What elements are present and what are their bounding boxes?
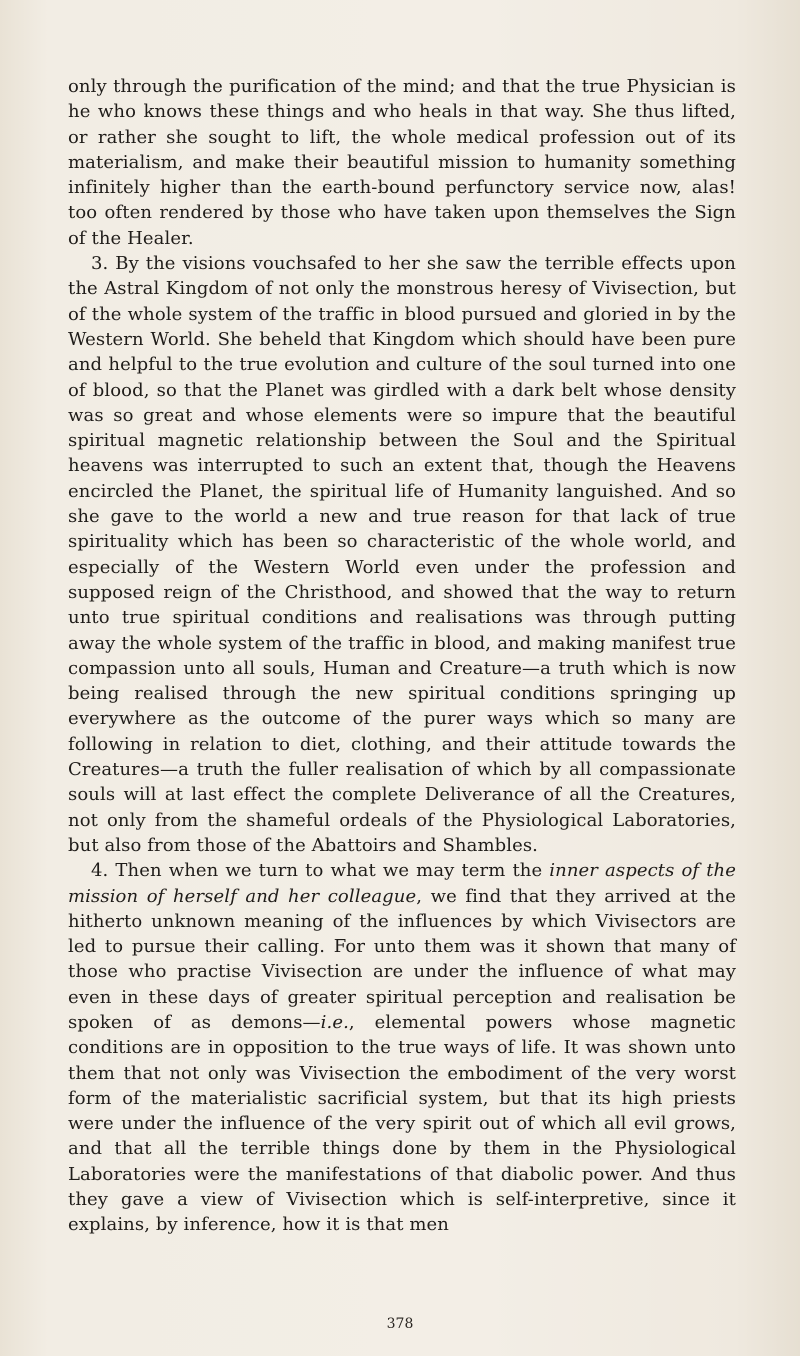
paragraph-3-tail: , elemental powers whose magnetic conditions are in opposition to the true ways of life. It was shown unto them that not only was Vivisection the embodiment of the very worst form of the materialistic sacrificial system, but that its high priests were under the influence of the very spirit out of which all evil grows, and that all the terrible things done by them in the Physiological Laboratories were the manifestations of that diabolic power. And thus they gave a view of Vivisection which is self-interpretive, since it explains, by inference, how it is that men bbox=[68, 1011, 736, 1236]
body-text bbox=[68, 74, 736, 1238]
paragraph-1: only through the purification of the mind; and that the true Physician is he who knows these things and who heals in that way. She thus lifted, or rather she sought to lift, the whole medical profession out of its materialism, and make their beautiful mission to humanity something infinitely higher than the earth-bound perfunctory service now, alas! too often rendered by those who have taken upon themselves the Sign of the Healer. bbox=[68, 76, 736, 249]
paragraph-3-italic-ie: i.e. bbox=[320, 1011, 349, 1033]
page-number: 378 bbox=[386, 1316, 414, 1332]
paragraph-2: 3. By the visions vouchsafed to her she saw the terrible effects upon the Astral Kingdom of not only the monstrous heresy of Vivisection, but of the whole system of the traffic in blood pursued and gloried in by the Western World. She beheld that Kingdom which should have been pure and helpful to the true evolution and culture of the soul turned into one of blood, so that the Planet was girdled with a dark belt whose density was so great and whose elements were so impure that the beautiful spiritual magnetic relationship between the Soul and the Spiritual heavens was interrupted to such an extent that, though the Heavens encircled the Planet, the spiritual life of Humanity languished. And so she gave to the world a new and true reason for that lack of true spirituality which has been so characteristic of the whole world, and especially of the Western World even under the profession and supposed reign of the Christhood, and showed that the way to return unto true spiritual conditions and realisations was through putting away the whole system of the traffic in blood, and making manifest true compassion unto all souls, Human and Creature—a truth which is now being realised through the new spiritual conditions springing up everywhere as the outcome of the purer ways which so many are following in relation to diet, clothing, and their attitude towards the Creatures—a truth the fuller realisation of which by all compassionate souls will at last effect the complete Deliverance of all the Creatures, not only from the shameful ordeals of the Physiological Laboratories, but also from those of the Abattoirs and Shambles. bbox=[68, 253, 736, 856]
paragraph-3-lead: 4. Then when we turn to what we may term the bbox=[91, 860, 550, 882]
paragraph-3-body: , we find that they arrived at the hitherto unknown meaning of the influences by which Vivisectors are led to pursue their calling. For unto them was it shown that many of those who practise Vivisection are under the influence of what may even in these days of greater spiritual perception and realisation be spoken of as demons— bbox=[68, 885, 736, 1033]
paragraph-3 bbox=[68, 858, 736, 1237]
paragraph-3-italic-phrase: inner aspects of the mission of herself and her colleague bbox=[68, 860, 736, 907]
